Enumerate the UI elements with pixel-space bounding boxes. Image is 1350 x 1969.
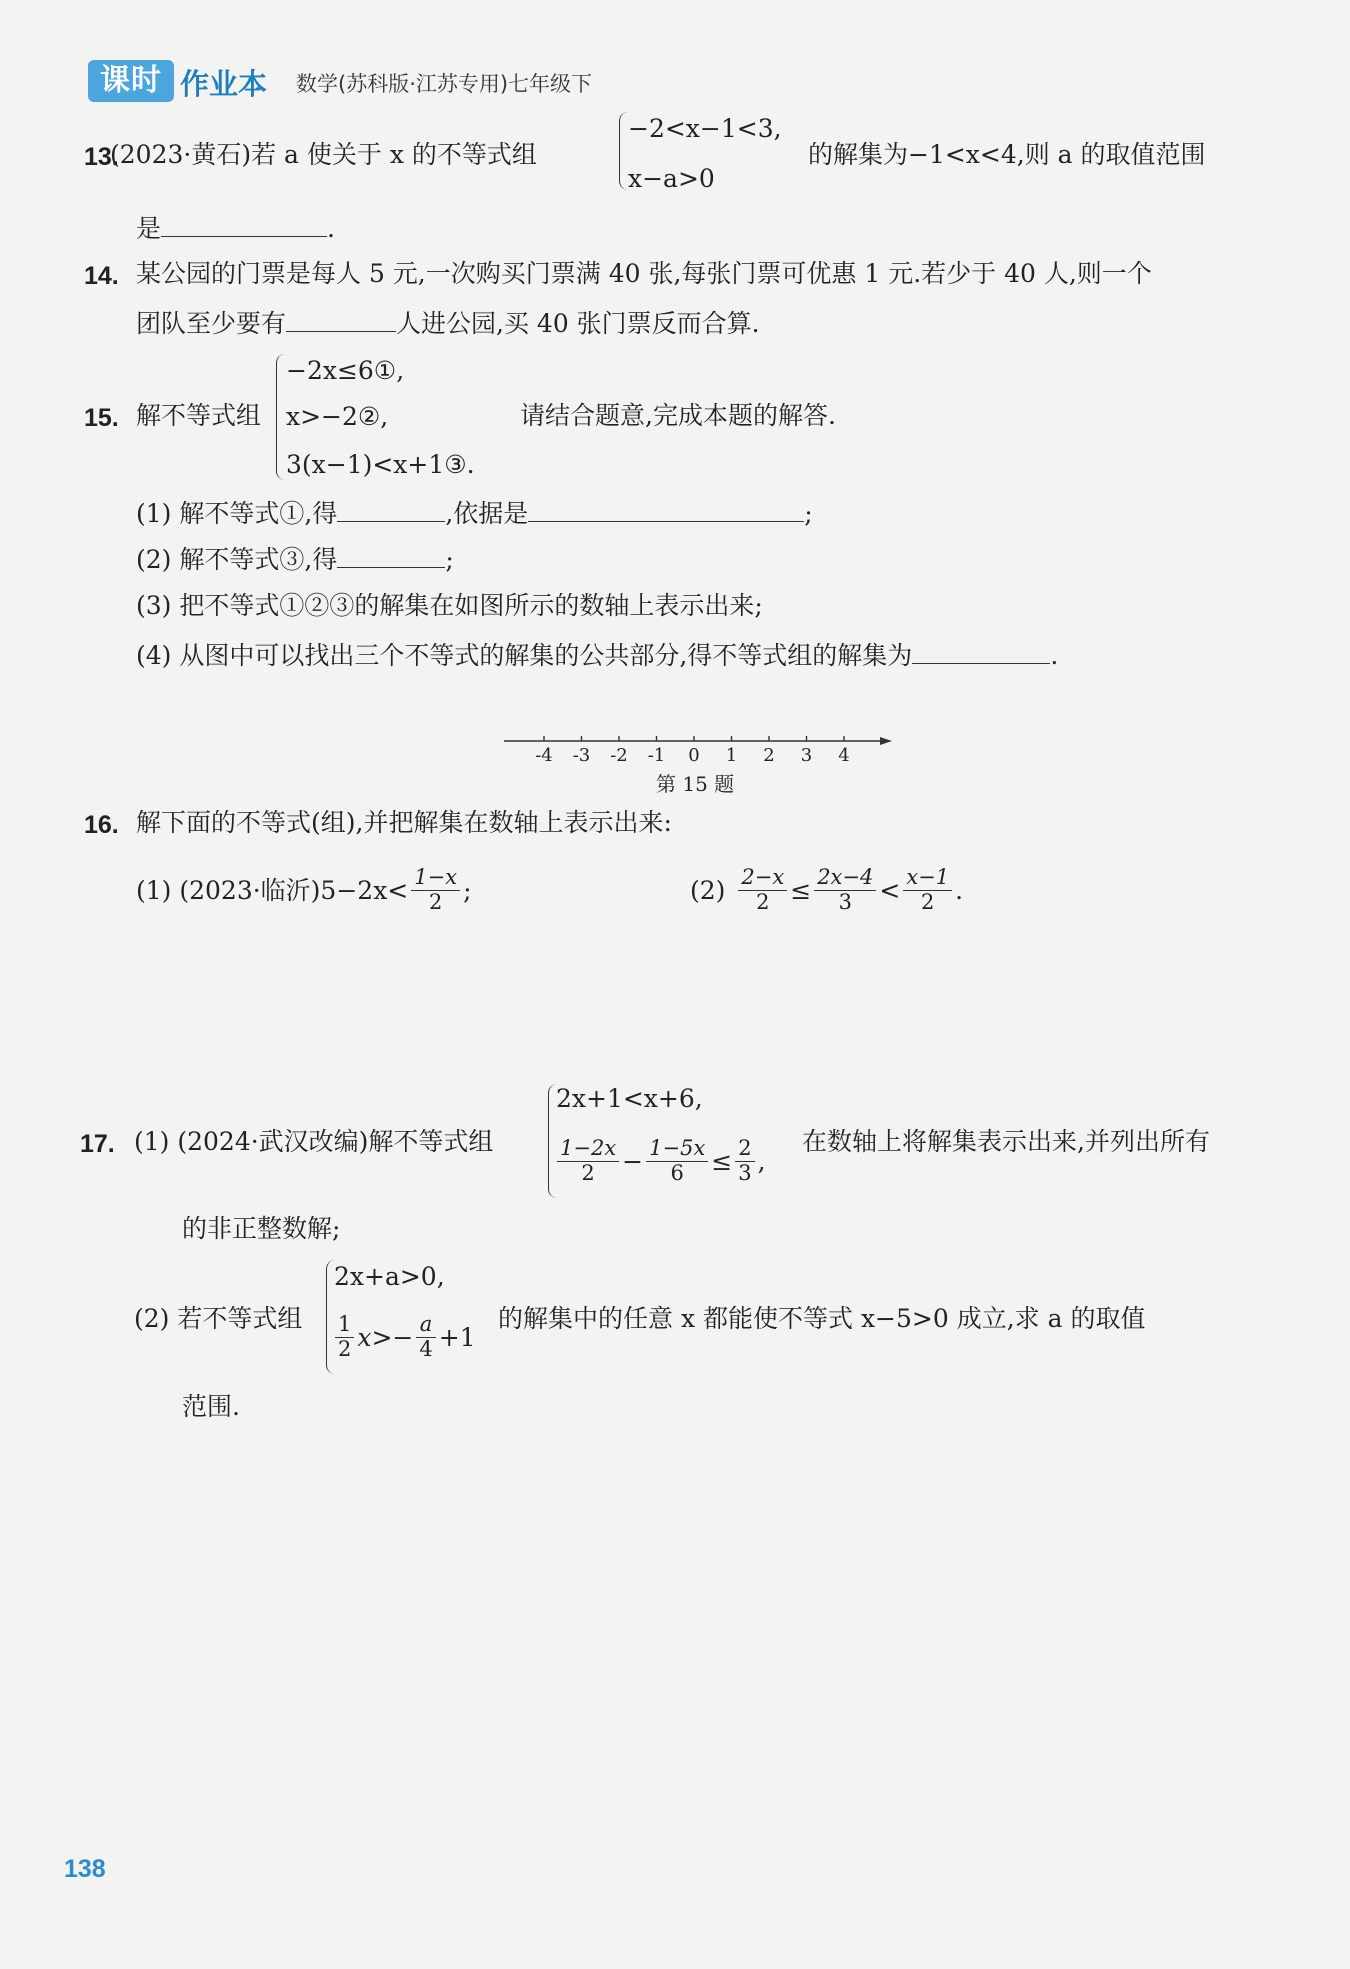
question-14-number: 14. bbox=[84, 262, 119, 290]
q17-part-1-tail: 在数轴上将解集表示出来,并列出所有 bbox=[802, 1127, 1210, 1156]
q17-part-1-end: 的非正整数解; bbox=[182, 1214, 341, 1243]
page-number: 138 bbox=[64, 1855, 106, 1883]
book-title: 作业本 bbox=[180, 67, 268, 101]
q16-part-1: (1) (2023·临沂)5−2x< $\frac{1-x}{2}$ ; bbox=[136, 865, 472, 914]
q14-line-1: 某公园的门票是每人 5 元,一次购买门票满 40 张,每张门票可优惠 1 元.若少于 40 人,则一个 bbox=[136, 259, 1152, 288]
question-17-number: 17. bbox=[80, 1130, 115, 1158]
fraction: $\frac{1-x}{2}$ bbox=[411, 866, 460, 913]
q17-inequality-2a: 2x+a>0, bbox=[334, 1262, 445, 1291]
q13-text-2: 的解集为−1<x<4,则 a 的取值范围 bbox=[808, 140, 1206, 169]
number-line-tick-label: -1 bbox=[647, 745, 666, 766]
q17-inequality-2: $\frac{1-2x}{2}$ − $\frac{1-5x}{6}$ ≤ $\frac{2}{3}$ , bbox=[554, 1130, 766, 1192]
q15-part-4: (4) 从图中可以找出三个不等式的解集的公共部分,得不等式组的解集为 . bbox=[136, 641, 1059, 670]
q13-inequality-2: x−a>0 bbox=[628, 164, 715, 193]
number-line-tick-label: -3 bbox=[572, 745, 591, 766]
q13-text-3: 是 . bbox=[136, 214, 335, 243]
q16-part-2: (2) $\frac{2-x}{2}$ ≤ $\frac{2x-4}{3}$ < $\frac{x-1}{2}$ . bbox=[690, 865, 964, 914]
q17-part-1-lead: (1) (2024·武汉改编)解不等式组 bbox=[134, 1127, 494, 1156]
q15-inequality-2: x>−2②, bbox=[286, 402, 389, 431]
q16-text: 解下面的不等式(组),并把解集在数轴上表示出来: bbox=[136, 808, 672, 837]
q17-part-2-lead: (2) 若不等式组 bbox=[134, 1304, 303, 1333]
number-line-tick-label: -4 bbox=[535, 745, 553, 766]
number-line-tick-label: 1 bbox=[725, 745, 738, 766]
number-line-tick-label: 4 bbox=[838, 745, 850, 766]
fraction: $\frac{2x-4}{3}$ bbox=[814, 866, 876, 913]
q15-brace bbox=[276, 354, 285, 480]
q15-part-3: (3) 把不等式①②③的解集在如图所示的数轴上表示出来; bbox=[136, 591, 763, 620]
q17-part-2-tail: 的解集中的任意 x 都能使不等式 x−5>0 成立,求 a 的取值 bbox=[498, 1304, 1146, 1333]
q15-part-2: (2) 解不等式③,得 ; bbox=[136, 545, 454, 574]
q17-inequality-2b: $\frac{1}{2}$ x>− $\frac{a}{4}$ +1 bbox=[332, 1306, 476, 1368]
q14-line-2: 团队至少要有 人进公园,买 40 张门票反而合算. bbox=[136, 309, 760, 338]
q15-inequality-3: 3(x−1)<x+1③. bbox=[286, 450, 475, 479]
fraction: $\frac{1}{2}$ bbox=[335, 1313, 354, 1360]
q15-part-1: (1) 解不等式①,得 ,依据是 ; bbox=[136, 499, 813, 528]
answer-blank[interactable] bbox=[528, 499, 804, 522]
q15-lead: 解不等式组 bbox=[136, 401, 262, 430]
q15-tail: 请结合题意,完成本题的解答. bbox=[520, 401, 836, 430]
fraction: $\frac{2}{3}$ bbox=[735, 1137, 754, 1184]
answer-blank[interactable] bbox=[161, 214, 327, 237]
q13-brace bbox=[619, 112, 628, 190]
number-line-tick-label: -2 bbox=[610, 745, 628, 766]
q17-part-2-end: 范围. bbox=[182, 1392, 240, 1421]
answer-blank[interactable] bbox=[912, 641, 1050, 664]
question-15-number: 15. bbox=[84, 404, 119, 432]
answer-blank[interactable] bbox=[286, 309, 396, 332]
number-line-tick-label: 2 bbox=[763, 745, 775, 766]
answer-blank[interactable] bbox=[337, 499, 445, 522]
fraction: $\frac{2-x}{2}$ bbox=[738, 866, 787, 913]
number-line-tick-label: 3 bbox=[800, 745, 813, 766]
question-16-number: 16. bbox=[84, 811, 119, 839]
logo: 课时 bbox=[88, 60, 174, 102]
question-13-source: (2023·黄石)若 a 使关于 x 的不等式组 bbox=[110, 140, 537, 169]
answer-blank[interactable] bbox=[337, 545, 445, 568]
fraction: $\frac{1-5x}{6}$ bbox=[646, 1137, 708, 1184]
q17-inequality-1: 2x+1<x+6, bbox=[556, 1084, 703, 1113]
number-line[interactable] bbox=[500, 726, 900, 766]
fraction: $\frac{x-1}{2}$ bbox=[903, 866, 952, 913]
q15-inequality-1: −2x≤6①, bbox=[286, 356, 405, 385]
book-subtitle: 数学(苏科版·江苏专用)七年级下 bbox=[296, 72, 593, 96]
fraction: $\frac{a}{4}$ bbox=[416, 1313, 435, 1360]
fraction: $\frac{1-2x}{2}$ bbox=[557, 1137, 619, 1184]
question-13-number: 13. bbox=[84, 143, 119, 171]
figure-caption: 第 15 题 bbox=[656, 772, 735, 796]
number-line-tick-label: 0 bbox=[688, 745, 700, 766]
number-line-arrow bbox=[880, 737, 892, 745]
q13-inequality-1: −2<x−1<3, bbox=[628, 114, 782, 143]
